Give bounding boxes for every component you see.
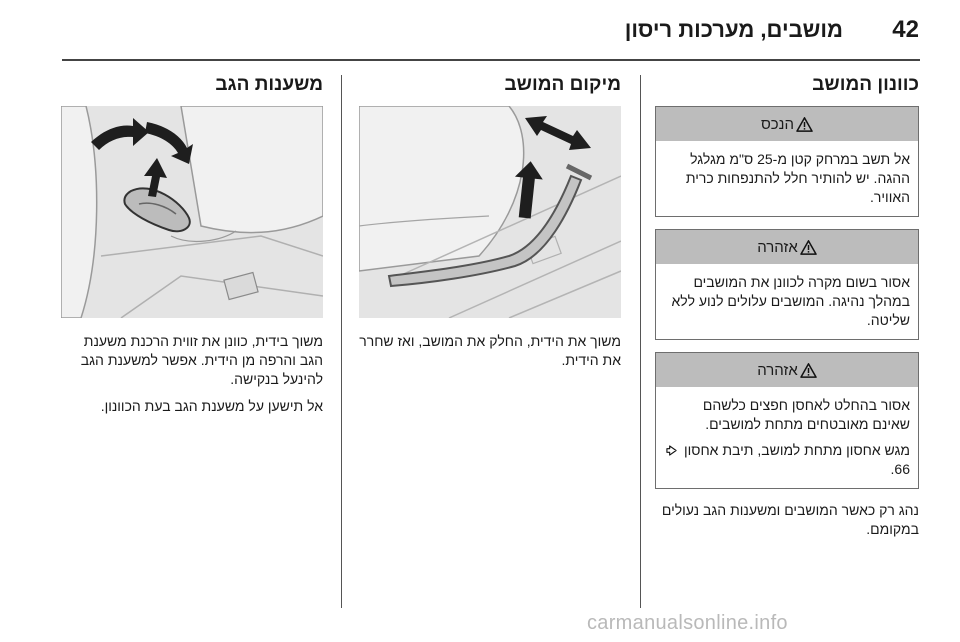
chapter-title: מושבים, מערכות ריסון <box>624 17 843 42</box>
warning-box-header <box>656 230 918 264</box>
seat-position-instructions: משוך את הידית, החלק את המושב, ואז שחרר את הידית. <box>359 333 621 368</box>
warning-triangle-icon <box>800 363 817 378</box>
section-title-seat-adjustment: כוונון המושב <box>812 74 919 95</box>
warning-heading: אזהרה <box>757 238 798 256</box>
seat-rail-drawing <box>359 106 621 318</box>
caution-box-header <box>656 107 918 141</box>
warning-text: אסור בשום מקרה לכוונן את המושבים במהלך נהיגה. המושבים עלולים לנוע ללא שליטה. <box>671 274 910 328</box>
backrest-lever-drawing <box>61 106 323 318</box>
section-title-seat-position: מיקום המושב <box>504 74 621 95</box>
site-watermark: carmanualsonline.info <box>587 612 788 634</box>
warning-text: אסור בהחלט לאחסן חפצים כלשהם שאינם מאובטחים מתחת למושבים. <box>702 397 910 432</box>
seat-position-column <box>359 74 621 370</box>
warning-reference-text: מגש אחסון מתחת למושב, תיבת אחסון 66. <box>662 441 910 479</box>
warning-triangle-icon <box>796 117 813 132</box>
backrest-illustration <box>61 106 323 318</box>
page-reference-number[interactable]: 66 <box>894 461 910 477</box>
backrest-instructions: משוך בידית, כוונן את זווית הרכנת משענת הגב והרפה מן הידית. אפשר למשענת הגב להינעל בנקישה. <box>80 333 323 387</box>
column-divider-right <box>640 75 641 608</box>
warning-box-adjust-while-driving <box>655 229 919 340</box>
caution-heading: הנכס <box>760 115 795 133</box>
backrest-lean-warning: אל תישען על משענת הגב בעת הכוונון. <box>100 398 323 414</box>
warning-heading: אזהרה <box>757 361 798 379</box>
seat-position-illustration <box>359 106 621 318</box>
warning-box-under-seat-objects <box>655 352 919 489</box>
caution-text: אל תשב במרחק קטן מ-25 ס"מ מגלגל ההגה. יש להותיר חלל להתנפחות כרית האוויר. <box>685 151 910 205</box>
storage-reference-text: מגש אחסון מתחת למושב, תיבת אחסון <box>684 442 910 458</box>
backrest-column <box>61 74 323 416</box>
seat-adjustment-column <box>657 74 919 553</box>
page-header <box>0 0 960 62</box>
page-number: 42 <box>892 16 919 43</box>
page-reference-icon <box>666 445 677 456</box>
header-divider <box>62 59 920 61</box>
warning-triangle-icon <box>800 240 817 255</box>
column-divider-left <box>341 75 342 608</box>
section-title-backrests: משענות הגב <box>215 74 323 95</box>
locked-seats-note: נהג רק כאשר המושבים ומשענות הגב נעולים במקומם. <box>661 502 919 537</box>
warning-box-header <box>656 353 918 387</box>
caution-box <box>655 106 919 217</box>
